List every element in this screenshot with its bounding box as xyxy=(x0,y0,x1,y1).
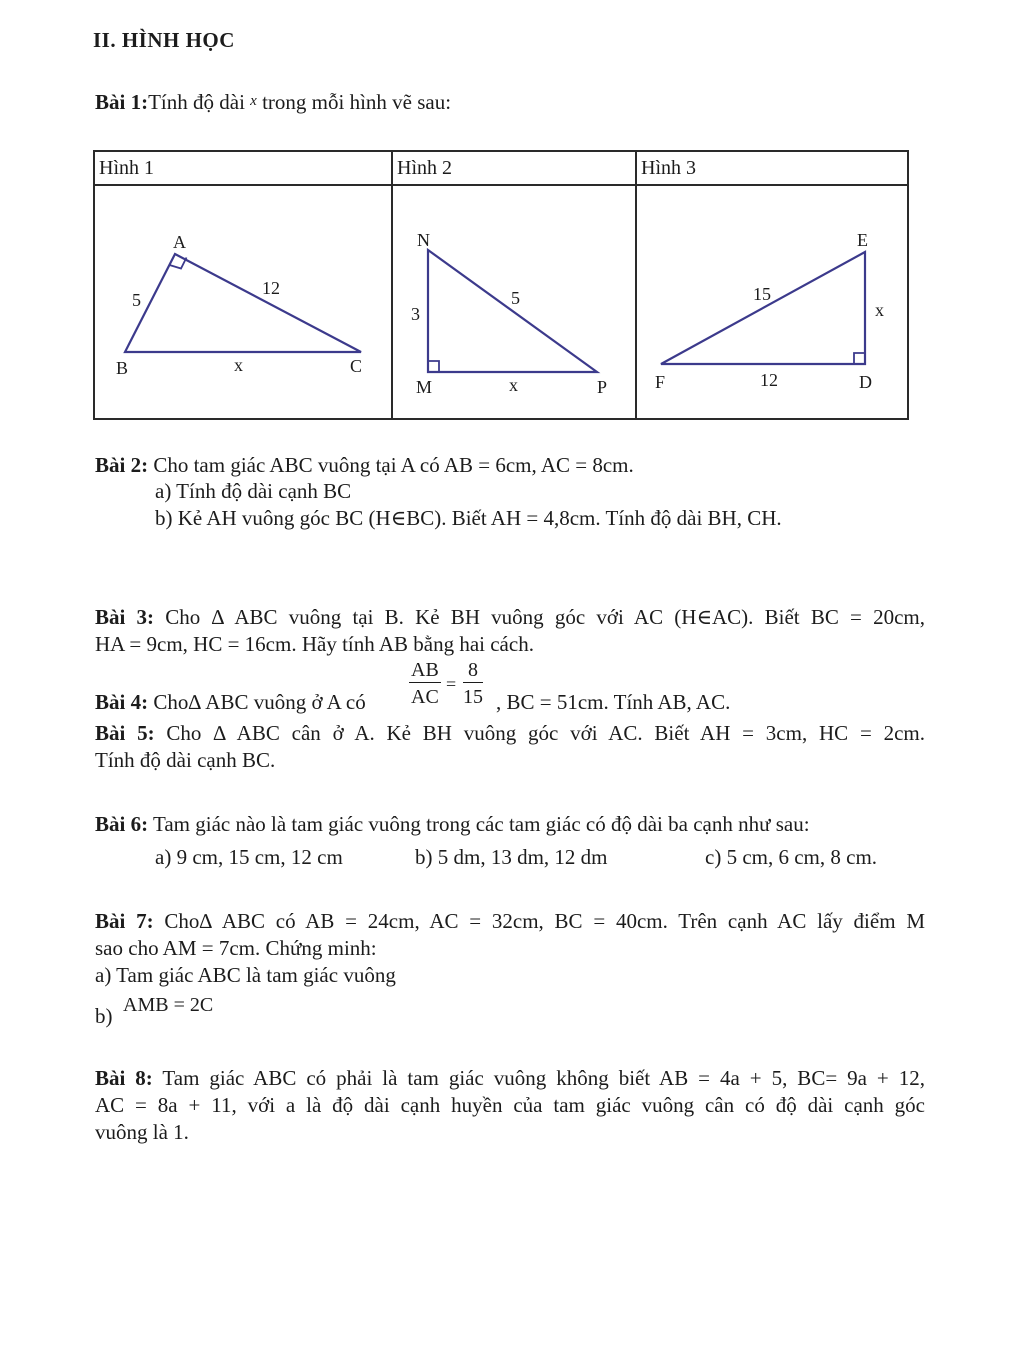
vertex-f: F xyxy=(655,372,666,392)
section-title: II. HÌNH HỌC xyxy=(93,28,235,52)
vertex-p: P xyxy=(597,377,608,397)
side-ab-label: 5 xyxy=(132,290,141,310)
figure-cell-3 xyxy=(636,185,908,419)
bai6-label: Bài 6: xyxy=(95,812,149,836)
side-mp-label: x xyxy=(509,375,518,395)
bai7-part-a: a) Tam giác ABC là tam giác vuông xyxy=(95,963,396,987)
vertex-c: C xyxy=(350,356,363,376)
side-np-label: 5 xyxy=(511,288,520,308)
figure-2-triangle-nmp xyxy=(393,186,633,412)
bai8-line1 xyxy=(95,1066,925,1091)
bai1-var: x xyxy=(250,93,257,109)
header-hinh-1: Hình 1 xyxy=(94,151,392,185)
bai6-statement xyxy=(95,812,810,837)
vertex-e: E xyxy=(857,230,868,250)
bai2-part-b: b) Kẻ AH vuông góc BC (H∈BC). Biết AH = 4,8cm. Tính độ dài BH, CH. xyxy=(155,506,782,530)
header-hinh-2: Hình 2 xyxy=(392,151,636,185)
bai5-line1 xyxy=(95,721,925,746)
bai7-label: Bài 7: xyxy=(95,909,154,933)
bai5-line2: Tính độ dài cạnh BC. xyxy=(95,748,276,772)
triangle-nmp xyxy=(428,250,597,372)
bai3-line2: HA = 9cm, HC = 16cm. Hãy tính AB bằng hai cách. xyxy=(95,632,534,656)
figure-3-triangle-efd xyxy=(637,186,905,412)
figure-cell-2 xyxy=(392,185,636,419)
vertex-m: M xyxy=(416,377,433,397)
side-fd-label: 12 xyxy=(760,370,778,390)
side-nm-label: 3 xyxy=(411,304,420,324)
bai3-label: Bài 3: xyxy=(95,605,155,629)
bai4-prefix: Cho∆ ABC vuông ở A có xyxy=(148,690,366,714)
bai6-text: Tam giác nào là tam giác vuông trong các tam giác có độ dài ba cạnh như sau: xyxy=(148,812,810,836)
side-fe-label: 15 xyxy=(753,284,771,304)
bai4-frac2-num: 8 xyxy=(463,660,483,683)
bai8-label: Bài 8: xyxy=(95,1066,153,1090)
angle-amb: AMB xyxy=(123,994,169,1016)
bai6-option-b: b) 5 dm, 13 dm, 12 dm xyxy=(415,845,608,869)
bai4-fraction-ab-ac xyxy=(409,660,441,707)
bai4-text-after: , BC = 51cm. Tính AB, AC. xyxy=(496,690,731,714)
vertex-d: D xyxy=(859,372,872,392)
figure-cell-1 xyxy=(94,185,392,419)
bai3-line1 xyxy=(95,605,925,630)
bai1-text-after: trong mỗi hình vẽ sau: xyxy=(256,90,452,114)
bai7-text-1: Cho∆ ABC có AB = 24cm, AC = 32cm, BC = 40cm. Trên cạnh AC lấy điểm M xyxy=(153,909,925,933)
bai8-line3: vuông là 1. xyxy=(95,1120,189,1144)
bai2-part-a: a) Tính độ dài cạnh BC xyxy=(155,479,352,503)
bai1-text-before: Tính độ dài xyxy=(148,90,251,114)
header-hinh-3: Hình 3 xyxy=(636,151,908,185)
bai4-frac1-den: AC xyxy=(411,686,439,708)
bai6-option-a: a) 9 cm, 15 cm, 12 cm xyxy=(155,845,343,869)
bai4-frac2-den: 15 xyxy=(463,686,483,708)
bai4-label: Bài 4: xyxy=(95,690,149,714)
bai2-statement xyxy=(95,453,634,478)
triangle-efd xyxy=(661,252,865,364)
side-ac-label: 12 xyxy=(262,278,280,298)
figures-table xyxy=(93,150,909,420)
bai8-line2: AC = 8a + 11, với a là độ dài cạnh huyền của tam giác vuông cân có độ dài cạnh góc xyxy=(95,1093,925,1117)
triangle-abc xyxy=(125,254,361,352)
bai7-part-b-prefix: b) xyxy=(95,1004,113,1028)
figure-1-triangle-abc xyxy=(95,186,389,412)
bai7-part-b-formula xyxy=(123,994,213,1017)
vertex-b: B xyxy=(116,358,129,378)
bai3-text-1: Cho ∆ ABC vuông tại B. Kẻ BH vuông góc với AC (H∈AC). Biết BC = 20cm, xyxy=(154,605,925,629)
bai7-line2: sao cho AM = 7cm. Chứng minh: xyxy=(95,936,377,960)
angle-2c: = 2C xyxy=(173,994,214,1016)
right-angle-mark-d xyxy=(854,353,865,364)
bai6-option-c: c) 5 cm, 6 cm, 8 cm. xyxy=(705,845,878,869)
bai4-fraction-8-15 xyxy=(463,660,483,707)
bai4-frac1-num: AB xyxy=(411,659,439,681)
side-ed-label: x xyxy=(875,300,884,320)
bai1-label: Bài 1: xyxy=(95,90,149,114)
bai7-line1 xyxy=(95,909,925,934)
bai4-text-before xyxy=(95,690,366,715)
side-bc-label: x xyxy=(234,355,243,375)
bai2-text: Cho tam giác ABC vuông tại A có AB = 6cm, AC = 8cm. xyxy=(148,453,634,477)
right-angle-mark-m xyxy=(428,361,439,372)
vertex-a: A xyxy=(173,232,186,252)
bai2-label: Bài 2: xyxy=(95,453,149,477)
vertex-n: N xyxy=(417,230,430,250)
bai4-equals: = xyxy=(446,674,457,694)
bai5-text-1: Cho ∆ ABC cân ở A. Kẻ BH vuông góc với AC. Biết AH = 3cm, HC = 2cm. xyxy=(154,721,925,745)
bai5-label: Bài 5: xyxy=(95,721,155,745)
bai1-prompt xyxy=(95,90,451,115)
bai8-text-1: Tam giác ABC có phải là tam giác vuông không biết AB = 4a + 5, BC= 9a + 12, xyxy=(152,1066,925,1090)
